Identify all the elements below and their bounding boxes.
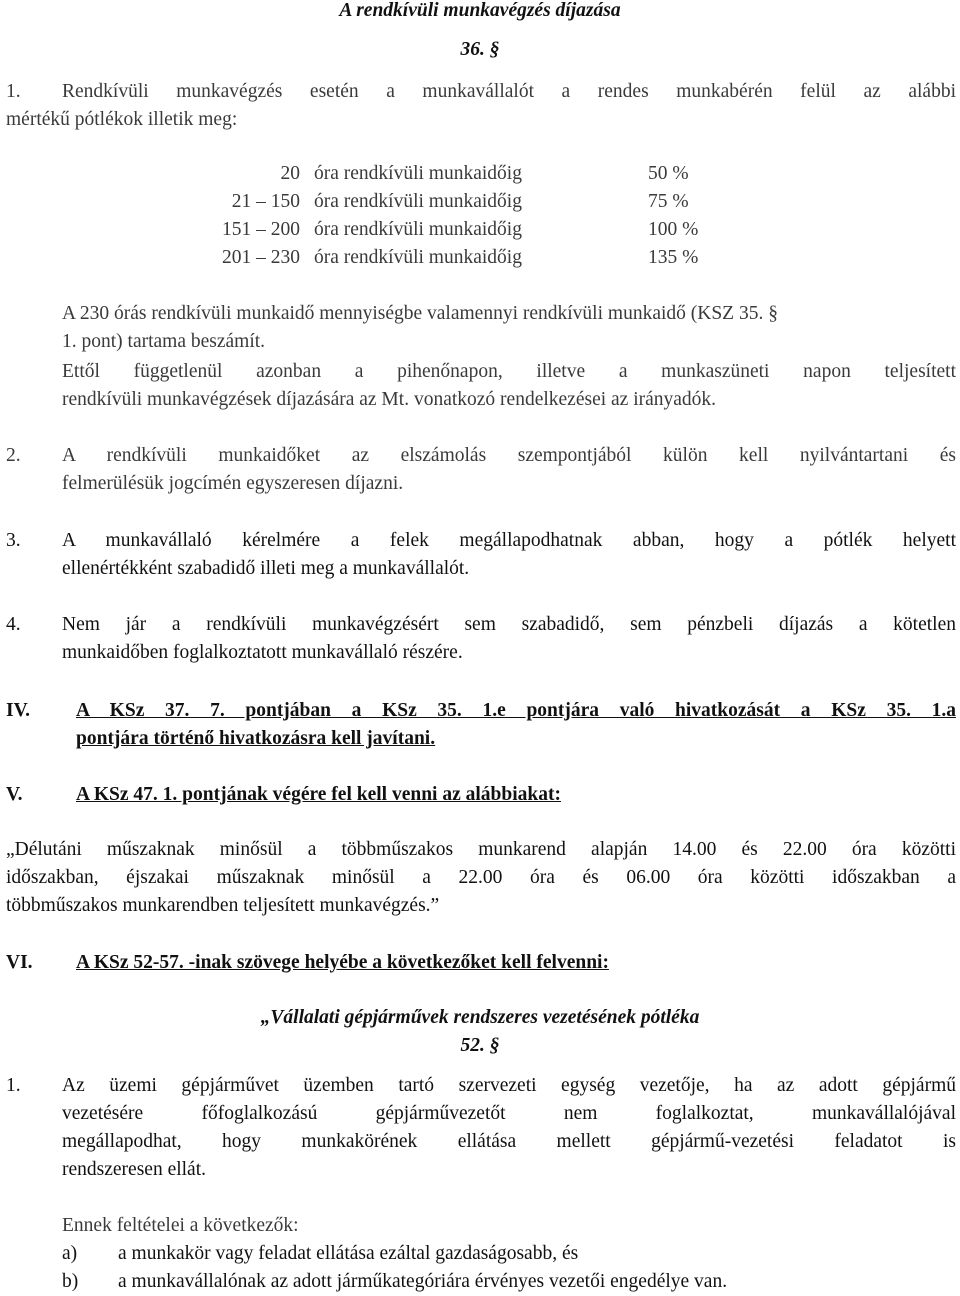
para-4-line-1: Nem jár a rendkívüli munkavégzésért sem szabadidő, sem pénzbeli díjazás a kötetlen xyxy=(62,614,956,635)
section-iv-line-1: A KSz 37. 7. pontjában a KSz 35. 1.e pontjára való hivatkozását a KSz 35. 1.a xyxy=(76,700,956,721)
para-3-line-2: ellenértékként szabadidő illeti meg a munkavállalót. xyxy=(62,558,470,579)
para-1-line-1: Rendkívüli munkavégzés esetén a munkavállalót a rendes munkabérén felül az alábbi xyxy=(62,81,956,102)
para-1-number: 1. xyxy=(6,81,21,102)
section-sign-icon: § xyxy=(489,1035,500,1056)
para-4-line-2: munkaidőben foglalkoztatott munkavállaló részére. xyxy=(62,642,463,663)
section-sign-icon: § xyxy=(489,39,500,60)
para-1-line-2: mértékű pótlékok illetik meg: xyxy=(6,109,238,130)
table-row: 20 óra rendkívüli munkaidőig 50 % xyxy=(280,163,689,184)
section-number: 36. § xyxy=(460,39,500,60)
subheading-title: „Vállalati gépjárművek rendszeres vezetésének pótléka xyxy=(260,1007,700,1028)
para-52-1-line-1: Az üzemi gépjárművet üzemben tartó szervezeti egység vezetője, ha az adott gépjármű xyxy=(62,1075,956,1096)
table-row: 151 – 200 óra rendkívüli munkaidőig 100 % xyxy=(222,219,699,240)
page-title: A rendkívüli munkavégzés díjazása xyxy=(339,0,621,21)
para-52-1-line-4: rendszeresen ellát. xyxy=(62,1159,207,1180)
section-sign-icon: § xyxy=(768,303,778,324)
para-1b-line-1: A 230 órás rendkívüli munkaidő mennyiségbe valamennyi rendkívüli munkaidő (KSZ 35. § xyxy=(62,303,778,324)
para-52-1-number: 1. xyxy=(6,1075,21,1096)
section-iv-line-2: pontjára történő hivatkozásra kell javítani. xyxy=(76,728,436,749)
quote-line-2: időszakban, éjszakai műszaknak minősül a 22.00 óra és 06.00 óra közötti időszakban a xyxy=(6,867,956,888)
section-vi-number: VI. xyxy=(6,952,33,973)
para-3-number: 3. xyxy=(6,530,21,551)
para-1b-line-3: Ettől függetlenül azonban a pihenőnapon, illetve a munkaszüneti napon teljesített xyxy=(62,361,956,382)
para-3-line-1: A munkavállaló kérelmére a felek megállapodhatnak abban, hogy a pótlék helyett xyxy=(62,530,956,551)
condition-a-label: a) xyxy=(62,1243,78,1264)
condition-b-text: a munkavállalónak az adott járműkategóriára érvényes vezetői engedélye van. xyxy=(118,1271,728,1292)
subheading-section: 52. § xyxy=(460,1035,500,1056)
para-2-number: 2. xyxy=(6,445,21,466)
section-v-number: V. xyxy=(6,784,23,805)
table-row: 21 – 150 óra rendkívüli munkaidőig 75 % xyxy=(231,191,689,212)
para-4-number: 4. xyxy=(6,614,21,635)
para-52-1-line-2: vezetésére főfoglalkozású gépjárművezetőt nem foglalkoztat, munkavállalójával xyxy=(62,1103,956,1124)
para-1b-line-2: 1. pont) tartama beszámít. xyxy=(62,331,266,352)
para-2-line-1: A rendkívüli munkaidőket az elszámolás szempontjából külön kell nyilvántartani és xyxy=(62,445,956,466)
condition-a-text: a munkakör vagy feladat ellátása ezáltal gazdaságosabb, és xyxy=(118,1243,579,1264)
table-row: 201 – 230 óra rendkívüli munkaidőig 135 % xyxy=(222,247,699,268)
section-iv-number: IV. xyxy=(6,700,31,721)
section-v-line-1: A KSz 47. 1. pontjának végére fel kell venni az alábbiakat: xyxy=(76,784,561,805)
para-2-line-2: felmerülésük jogcímén egyszeresen díjazni. xyxy=(62,473,404,494)
para-1b-line-4: rendkívüli munkavégzések díjazására az Mt. vonatkozó rendelkezései az irányadók. xyxy=(62,389,717,410)
conditions-intro: Ennek feltételei a következők: xyxy=(62,1215,299,1236)
section-vi-line-1: A KSz 52-57. -inak szövege helyébe a következőket kell felvenni: xyxy=(76,952,609,973)
condition-b-label: b) xyxy=(62,1271,79,1292)
quote-line-3: többműszakos munkarendben teljesített munkavégzés.” xyxy=(6,895,440,916)
overtime-rates-table xyxy=(196,160,748,272)
quote-line-1: „Délutáni műszaknak minősül a többműszakos munkarend alapján 14.00 és 22.00 óra közötti xyxy=(6,839,956,860)
para-52-1-line-3: megállapodhat, hogy munkakörének ellátása mellett gépjármű-vezetési feladatot is xyxy=(62,1131,956,1152)
